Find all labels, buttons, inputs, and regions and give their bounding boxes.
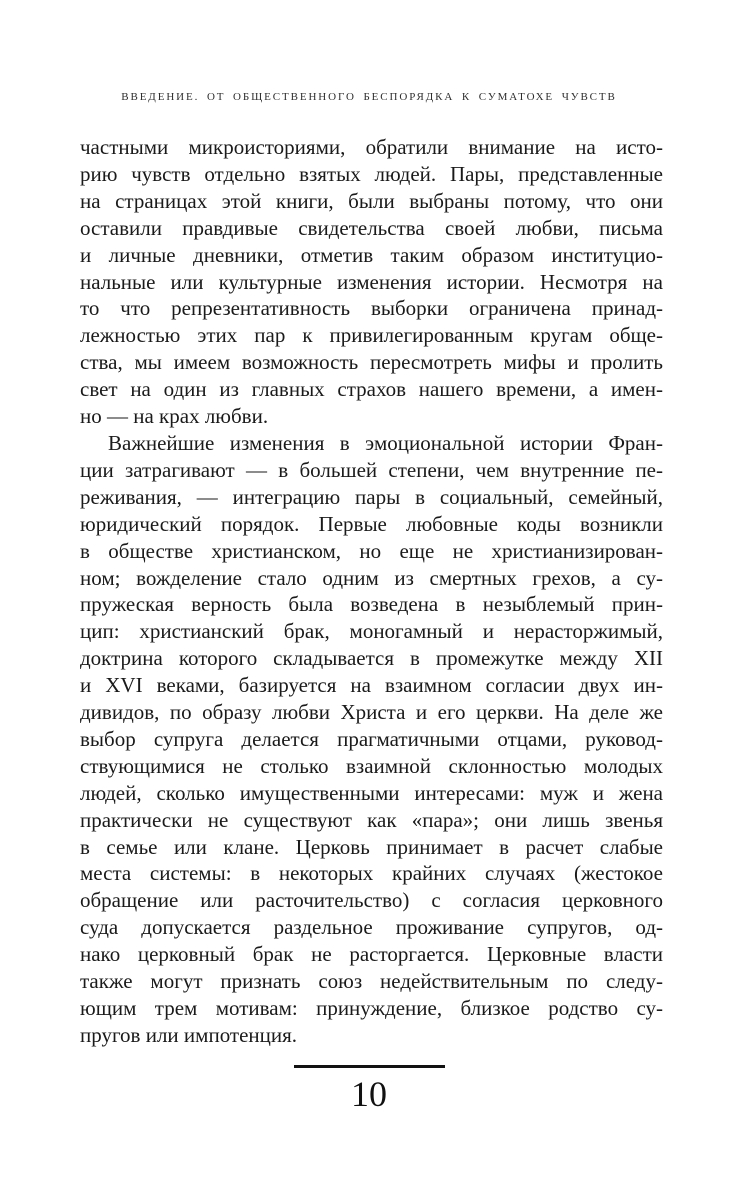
paragraph — [80, 430, 663, 1049]
text-line: практически не существуют как «пара»; они лишь звенья — [80, 807, 663, 832]
text-line: обращение или расточительство) с согласия церковного — [80, 888, 663, 913]
footer-divider — [294, 1065, 445, 1068]
text-line: ном; вожделение стало одним из смертных грехов, а су- — [80, 565, 663, 590]
text-line: свет на один из главных страхов нашего времени, а имен- — [80, 377, 663, 402]
text-line: частными микроисториями, обратили внимание на исто- — [80, 135, 663, 159]
text-line: ции затрагивают — в большей степени, чем внутренние пе- — [80, 457, 663, 482]
body-text — [80, 134, 663, 1049]
text-line: реживания, — интеграцию пары в социальный, семейный, — [80, 484, 663, 509]
text-line: цип: христианский брак, моногамный и нерасторжимый, — [80, 619, 663, 644]
running-header: ВВЕДЕНИЕ. ОТ ОБЩЕСТВЕННОГО БЕСПОРЯДКА К СУМАТОХЕ ЧУВСТВ — [121, 91, 617, 103]
text-line: ства, мы имеем возможность пересмотреть мифы и пролить — [80, 350, 663, 375]
text-line: места системы: в некоторых крайних случаях (жестокое — [80, 861, 663, 886]
text-line: и XVI веками, базируется на взаимном согласии двух ин- — [80, 673, 663, 698]
text-line: но — на крах любви. — [80, 404, 269, 429]
text-line: то что репрезентативность выборки ограничена принад- — [80, 296, 663, 321]
text-line: также могут признать союз недействительным по следу- — [80, 969, 663, 994]
text-line: и личные дневники, отметив таким образом институцио- — [80, 242, 663, 267]
page-footer — [0, 1065, 738, 1112]
text-line: юридический порядок. Первые любовные коды возникли — [80, 511, 663, 536]
text-line: пружеская верность была возведена в незыблемый прин- — [80, 592, 663, 617]
text-line: ющим трем мотивам: принуждение, близкое родство су- — [80, 996, 663, 1020]
text-line: в семье или клане. Церковь принимает в расчет слабые — [80, 834, 663, 859]
text-line: рию чувств отдельно взятых людей. Пары, представленные — [80, 161, 663, 186]
text-line: дивидов, по образу любви Христа и его церкви. На деле же — [80, 700, 663, 725]
text-line: Важнейшие изменения в эмоциональной истории Фран- — [108, 430, 663, 455]
page-number: 10 — [351, 1074, 387, 1114]
text-line: пругов или импотенция. — [80, 1022, 298, 1047]
text-line: лежностью этих пар к привилегированным кругам обще- — [80, 323, 663, 348]
text-line: в обществе христианском, но еще не христианизирован- — [80, 538, 663, 563]
text-line: выбор супруга делается прагматичными отцами, руковод- — [80, 726, 663, 751]
paragraph — [80, 134, 663, 430]
text-line: ствующимися не столько взаимной склонностью молодых — [80, 753, 663, 778]
text-line: суда допускается раздельное проживание супругов, од- — [80, 915, 663, 940]
text-line: оставили правдивые свидетельства своей любви, письма — [80, 215, 663, 240]
text-line: доктрина которого складывается в промежутке между XII — [80, 646, 663, 671]
text-line: нальные или культурные изменения истории. Несмотря на — [80, 269, 663, 294]
text-line: на страницах этой книги, были выбраны потому, что они — [80, 188, 663, 213]
text-line: нако церковный брак не расторгается. Церковные власти — [80, 942, 663, 967]
text-line: людей, сколько имущественными интересами: муж и жена — [80, 780, 663, 805]
